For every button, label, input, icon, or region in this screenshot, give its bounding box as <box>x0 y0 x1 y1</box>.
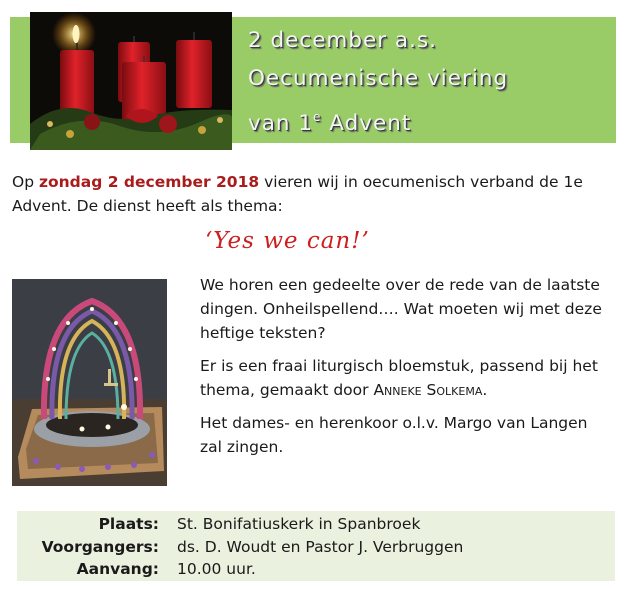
paragraph-reading: We horen een gedeelte over de rede van de laatste dingen. Onheilspellend…. Wat moeten wij met deze heftige teksten? <box>200 276 602 342</box>
flower-arrangement-end: . <box>482 381 488 399</box>
info-row-leaders <box>17 536 615 558</box>
start-label-text: Aanvang <box>76 560 153 578</box>
paragraph-flower-arrangement <box>200 354 610 402</box>
place-value: St. Bonifatiuskerk in Spanbroek <box>177 515 421 533</box>
title-line-3 <box>248 98 608 143</box>
title-line-2: Oecumenische viering <box>248 66 509 91</box>
title-line-3-superscript: e <box>313 110 322 124</box>
arranger-name: Anneke Solkema <box>373 381 483 399</box>
advent-wreath-photo <box>30 12 232 150</box>
place-label <box>99 513 159 535</box>
flower-arrangement-photo <box>12 279 167 486</box>
theme-motto: ‘Yes we can!’ <box>205 228 370 254</box>
flower-arrangement-text: Er is een fraai liturgisch bloemstuk, passend bij het thema, gemaakt door <box>200 357 598 399</box>
leaders-label <box>42 536 159 558</box>
event-info-box <box>17 511 615 581</box>
header-title <box>248 22 608 143</box>
flower-arrangement-illustration <box>12 279 167 486</box>
start-value: 10.00 uur. <box>177 560 256 578</box>
leaders-label-text: Voorgangers <box>41 538 153 556</box>
place-label-text: Plaats <box>98 515 153 533</box>
event-description <box>200 273 610 468</box>
title-line-3-prefix: van 1 <box>248 111 314 136</box>
intro-after: vieren wij in oecumenisch verband de 1e Advent. De dienst heeft als thema: <box>12 173 583 215</box>
leaders-value: ds. D. Woudt en Pastor J. Verbruggen <box>177 538 464 556</box>
start-label-colon: : <box>152 560 159 578</box>
leaders-label-colon: : <box>152 538 159 556</box>
intro-paragraph <box>12 170 612 218</box>
paragraph-choir: Het dames- en herenkoor o.l.v. Margo van Langen zal zingen. <box>200 414 588 456</box>
start-label <box>77 558 159 580</box>
event-date: zondag 2 december 2018 <box>38 173 260 191</box>
place-label-colon: : <box>152 515 159 533</box>
advent-wreath-illustration <box>30 12 232 150</box>
title-line-3-suffix: Advent <box>321 111 412 136</box>
title-line-1: 2 december a.s. <box>248 28 437 53</box>
info-row-start <box>17 558 615 580</box>
info-row-place <box>17 513 615 535</box>
intro-before: Op <box>12 173 39 191</box>
